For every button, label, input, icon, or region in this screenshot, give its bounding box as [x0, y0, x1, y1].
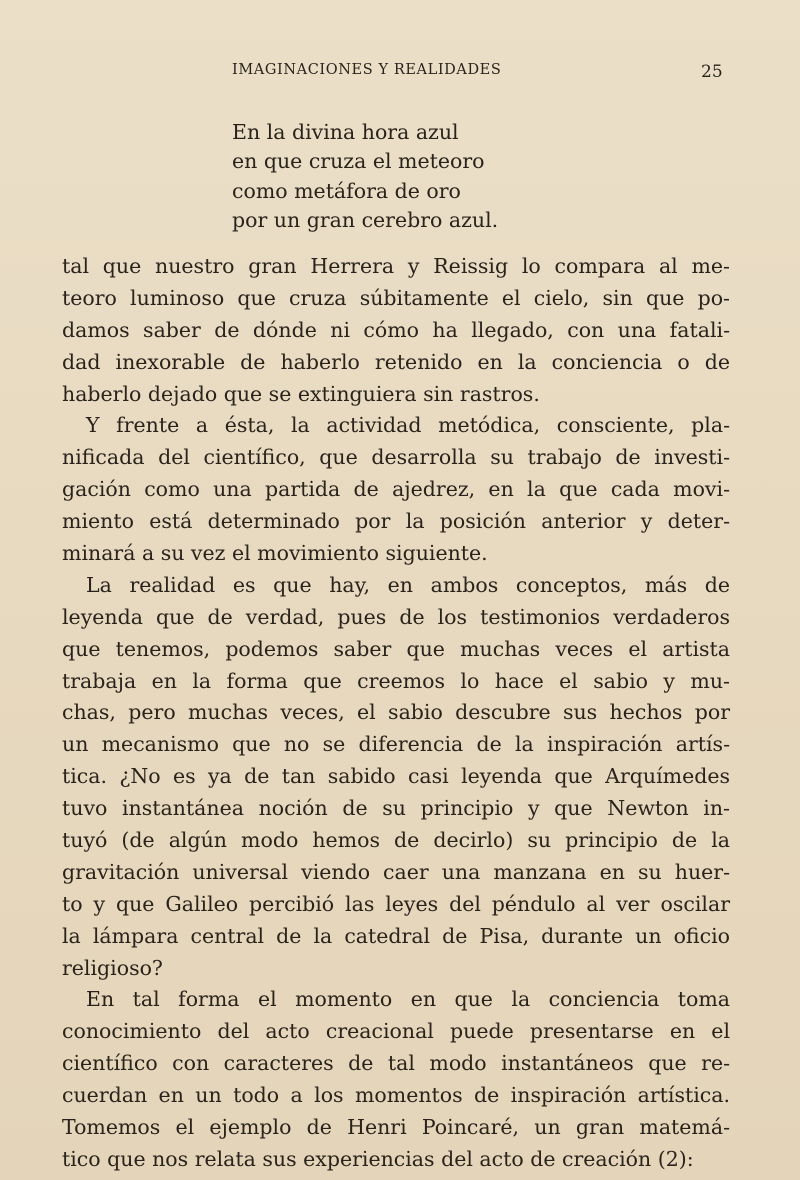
text-line: religioso? — [62, 955, 163, 980]
text-line: teoro luminoso que cruza súbitamente el cielo, sin que po- — [62, 285, 730, 310]
verse-line: En la divina hora azul — [232, 120, 459, 144]
text-line: trabaja en la forma que creemos lo hace el sabio y mu- — [62, 668, 730, 693]
text-line: conocimiento del acto creacional puede presentarse en el — [62, 1019, 730, 1044]
text-line: haberlo dejado que se extinguiera sin rastros. — [62, 381, 540, 406]
text-line: tuvo instantánea noción de su principio y que Newton in- — [62, 796, 730, 821]
text-line: to y que Galileo percibió las leyes del péndulo al ver oscilar — [62, 891, 730, 916]
text-line: Tomemos el ejemplo de Henri Poincaré, un gran matemá- — [62, 1115, 730, 1140]
text-line: la lámpara central de la catedral de Pisa, durante un oficio — [62, 923, 730, 948]
verse-line: por un gran cerebro azul. — [232, 208, 499, 233]
text-line: tica. ¿No es ya de tan sabido casi leyenda que Arquímedes — [62, 764, 730, 789]
text-line: tico que nos relata sus experiencias del acto de creación (2): — [62, 1146, 694, 1171]
page-header — [0, 62, 800, 86]
text-line: gravitación universal viendo caer una manzana en su huer- — [62, 859, 730, 884]
verse-line: como metáfora de oro — [232, 178, 461, 203]
text-line: miento está determinado por la posición anterior y deter- — [62, 509, 730, 534]
verse-line: en que cruza el meteoro — [232, 149, 485, 174]
text-line: La realidad es que hay, en ambos conceptos, más de — [86, 572, 730, 597]
text-line: damos saber de dónde ni cómo ha llegado, con una fatali- — [62, 317, 730, 342]
running-title: IMAGINACIONES Y REALIDADES — [232, 62, 502, 78]
page-number: 25 — [701, 62, 723, 82]
text-line: chas, pero muchas veces, el sabio descubre sus hechos por — [62, 700, 730, 725]
text-line: minará a su vez el movimiento siguiente. — [62, 541, 488, 566]
text-line: tal que nuestro gran Herrera y Reissig lo compara al me- — [62, 254, 730, 278]
text-line: dad inexorable de haberlo retenido en la conciencia o de — [62, 349, 730, 374]
text-line: tuyó (de algún modo hemos de decirlo) su principio de la — [62, 828, 730, 853]
text-line: nificada del científico, que desarrolla su trabajo de investi- — [62, 445, 730, 470]
text-line: que tenemos, podemos saber que muchas veces el artista — [62, 636, 730, 661]
verse-quotation — [232, 118, 498, 236]
text-line: cuerdan en un todo a los momentos de inspiración artística. — [62, 1083, 730, 1108]
text-line: leyenda que de verdad, pues de los testimonios verdaderos — [62, 604, 730, 629]
text-line: gación como una partida de ajedrez, en la que cada movi- — [62, 477, 730, 502]
text-line: En tal forma el momento en que la conciencia toma — [86, 987, 730, 1012]
text-line: científico con caracteres de tal modo instantáneos que re- — [62, 1051, 730, 1076]
body-text — [62, 251, 730, 1176]
text-line: Y frente a ésta, la actividad metódica, consciente, pla- — [86, 413, 730, 438]
text-line: un mecanismo que no se diferencia de la inspiración artís- — [62, 732, 730, 757]
